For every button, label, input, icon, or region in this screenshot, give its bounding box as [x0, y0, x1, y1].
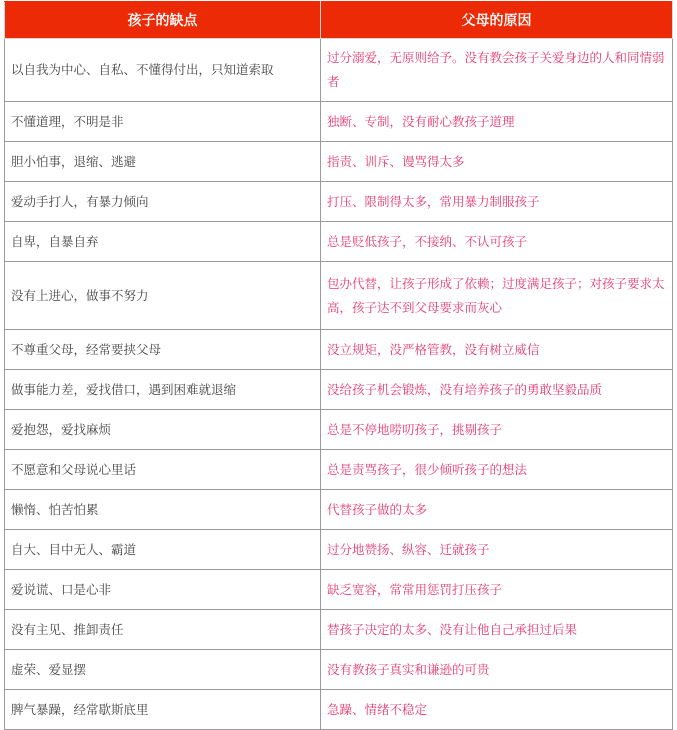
reason-cell: 过分溺爱，无原则给予。没有教会孩子关爱身边的人和同情弱者	[321, 39, 673, 102]
flaw-cell: 虚荣、爱显摆	[5, 650, 321, 690]
reason-cell: 缺乏宽容，常常用惩罚打压孩子	[321, 570, 673, 610]
table-row	[5, 222, 673, 262]
flaw-cell: 没有上进心，做事不努力	[5, 262, 321, 330]
flaw-cell: 不尊重父母，经常要挟父母	[5, 330, 321, 370]
table-row	[5, 410, 673, 450]
table-row	[5, 610, 673, 650]
reason-cell: 没立规矩，没严格管教，没有树立威信	[321, 330, 673, 370]
reason-cell: 没有教孩子真实和谦逊的可贵	[321, 650, 673, 690]
table-row	[5, 570, 673, 610]
reason-cell: 代替孩子做的太多	[321, 490, 673, 530]
header-row	[5, 2, 673, 39]
table-row	[5, 39, 673, 102]
flaw-cell: 不懂道理，不明是非	[5, 102, 321, 142]
reason-cell: 总是责骂孩子，很少倾听孩子的想法	[321, 450, 673, 490]
header-child-flaws: 孩子的缺点	[5, 2, 321, 39]
flaw-cell: 做事能力差，爱找借口，遇到困难就退缩	[5, 370, 321, 410]
flaw-cell: 以自我为中心、自私、不懂得付出，只知道索取	[5, 39, 321, 102]
table-row	[5, 370, 673, 410]
table-row	[5, 142, 673, 182]
flaw-cell: 自大、目中无人、霸道	[5, 530, 321, 570]
header-parent-reasons: 父母的原因	[321, 2, 673, 39]
table-body	[5, 39, 673, 730]
table-row	[5, 650, 673, 690]
flaw-cell: 爱动手打人，有暴力倾向	[5, 182, 321, 222]
reason-cell: 没给孩子机会锻炼，没有培养孩子的勇敢坚毅品质	[321, 370, 673, 410]
flaw-cell: 胆小怕事，退缩、逃避	[5, 142, 321, 182]
comparison-table	[4, 1, 673, 730]
reason-cell: 独断、专制，没有耐心教孩子道理	[321, 102, 673, 142]
table-row	[5, 262, 673, 330]
flaw-cell: 没有主见、推卸责任	[5, 610, 321, 650]
flaw-cell: 脾气暴躁，经常歇斯底里	[5, 690, 321, 730]
table-row	[5, 102, 673, 142]
table-row	[5, 490, 673, 530]
table-row	[5, 182, 673, 222]
flaw-cell: 懒惰、怕苦怕累	[5, 490, 321, 530]
reason-cell: 包办代替，让孩子形成了依赖；过度满足孩子；对孩子要求太高，孩子达不到父母要求而灰心	[321, 262, 673, 330]
reason-cell: 总是贬低孩子，不接纳、不认可孩子	[321, 222, 673, 262]
table-header	[5, 2, 673, 39]
flaw-cell: 爱说谎、口是心非	[5, 570, 321, 610]
reason-cell: 指责、训斥、谩骂得太多	[321, 142, 673, 182]
reason-cell: 过分地赞扬、纵容、迁就孩子	[321, 530, 673, 570]
table-row	[5, 330, 673, 370]
reason-cell: 急躁、情绪不稳定	[321, 690, 673, 730]
table-row	[5, 530, 673, 570]
table-row	[5, 450, 673, 490]
reason-cell: 替孩子决定的太多、没有让他自己承担过后果	[321, 610, 673, 650]
flaw-cell: 爱抱怨，爱找麻烦	[5, 410, 321, 450]
reason-cell: 总是不停地唠叨孩子，挑剔孩子	[321, 410, 673, 450]
reason-cell: 打压、限制得太多，常用暴力制服孩子	[321, 182, 673, 222]
flaw-cell: 自卑，自暴自弃	[5, 222, 321, 262]
comparison-table-container	[4, 1, 672, 730]
flaw-cell: 不愿意和父母说心里话	[5, 450, 321, 490]
